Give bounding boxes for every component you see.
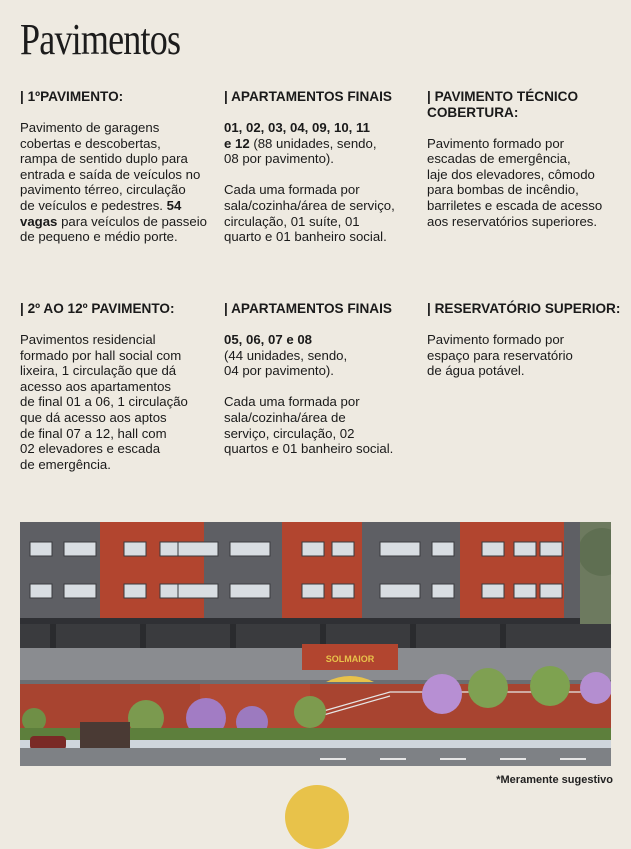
text-line: de final 07 a 12, hall com (20, 425, 167, 441)
text-line: entrada e saída de veículos no (20, 166, 201, 182)
bold-text: vagas (20, 213, 58, 229)
text-line: que dá acesso aos aptos (20, 410, 167, 426)
text-line: escadas de emergência, (427, 151, 571, 167)
building-sign: SOLMAIOR (325, 654, 375, 664)
text-span: (88 unidades, sendo, (249, 135, 377, 151)
info-block-technical-floor (427, 89, 627, 229)
text-line: formado por hall social com (20, 347, 182, 363)
text-span: de veículos e pedestres. (20, 198, 167, 214)
block-text (224, 332, 424, 379)
text-line: aos reservatórios superiores. (427, 213, 598, 229)
text-line: serviço, circulação, 02 (224, 425, 355, 441)
text-line: laje dos elevadores, cômodo (427, 166, 595, 182)
text-line: cobertas e descobertas, (20, 135, 161, 151)
info-block-first-floor (20, 89, 220, 245)
page-title: Pavimentos (20, 15, 181, 64)
text-line: de emergência. (20, 456, 111, 472)
text-line (20, 198, 220, 214)
block-text (427, 136, 627, 230)
text-line: acesso aos apartamentos (20, 378, 172, 394)
footnote-disclaimer: *Meramente sugestivo (496, 774, 613, 786)
text-line: circulação, 01 suíte, 01 (224, 213, 360, 229)
bold-text: e 12 (224, 135, 250, 151)
text-line: Cada uma formada por (224, 182, 360, 198)
decorative-circle (285, 785, 349, 849)
text-line: quarto e 01 banheiro social. (224, 229, 387, 245)
text-line: 02 elevadores e escada (20, 441, 161, 457)
block-heading-cont: COBERTURA: (427, 104, 519, 120)
text-line: quartos e 01 banheiro social. (224, 441, 394, 457)
block-heading: | APARTAMENTOS FINAIS (224, 301, 392, 316)
text-line: (44 unidades, sendo, (224, 347, 348, 363)
text-line: sala/cozinha/área de serviço, (224, 197, 395, 213)
text-line: Pavimento formado por (427, 135, 565, 151)
text-span: para veículos de passeio (57, 213, 207, 229)
block-text (20, 332, 220, 472)
text-line (224, 136, 424, 152)
block-text (20, 120, 220, 245)
bold-text: 54 (166, 198, 182, 214)
info-block-final-apartments-a (224, 89, 424, 245)
block-description (224, 182, 424, 244)
info-block-residential-floors (20, 301, 220, 472)
text-line: Cada uma formada por (224, 394, 360, 410)
block-text (427, 332, 627, 379)
building-illustration (20, 522, 611, 766)
block-heading: | 1ºPAVIMENTO: (20, 89, 124, 104)
text-line: de final 01 a 06, 1 circulação (20, 394, 188, 410)
block-description (224, 394, 424, 456)
text-line: Pavimento formado por (427, 332, 565, 348)
text-line: de água potável. (427, 363, 525, 379)
text-line: rampa de sentido duplo para (20, 151, 188, 167)
text-line: sala/cozinha/área de (224, 409, 346, 425)
text-line: Pavimento de garagens (20, 120, 160, 136)
text-line: Pavimentos residencial (20, 332, 156, 348)
text-line: lixeira, 1 circulação que dá (20, 363, 177, 379)
block-heading: | PAVIMENTO TÉCNICO (427, 89, 579, 104)
text-line: de pequeno e médio porte. (20, 229, 178, 245)
block-text (224, 120, 424, 167)
building-render-image (20, 522, 611, 766)
text-line: para bombas de incêndio, (427, 182, 579, 198)
text-line: 08 por pavimento). (224, 151, 334, 167)
text-line (224, 120, 424, 136)
block-heading: | RESERVATÓRIO SUPERIOR: (427, 301, 621, 316)
block-heading: | 2º AO 12º PAVIMENTO: (20, 301, 175, 316)
info-block-final-apartments-b (224, 301, 424, 457)
text-line (20, 214, 220, 230)
bold-text: 01, 02, 03, 04, 09, 10, 11 (224, 120, 370, 136)
bold-text: 05, 06, 07 e 08 (224, 332, 312, 348)
text-line: pavimento térreo, circulação (20, 182, 186, 198)
text-line: espaço para reservatório (427, 347, 573, 363)
block-heading: | APARTAMENTOS FINAIS (224, 89, 392, 104)
text-line: barriletes e escada de acesso (427, 198, 603, 214)
text-line (224, 332, 424, 348)
text-line: 04 por pavimento). (224, 363, 334, 379)
info-block-upper-reservoir (427, 301, 627, 379)
